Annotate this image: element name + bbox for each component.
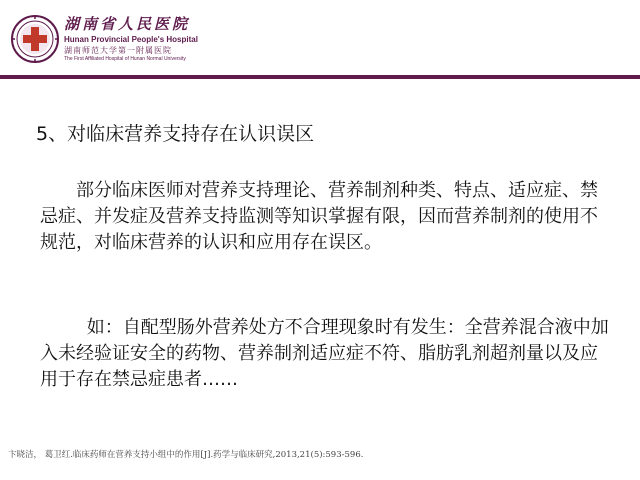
- affiliation-name-en: The First Affiliated Hospital of Hunan Normal University: [64, 56, 186, 62]
- reference-citation: 卞晓洁， 葛卫红.临床药师在营养支持小组中的作用[J].药学与临床研究,2013,21(5):593-596.: [8, 450, 364, 460]
- section-heading: 5、对临床营养支持存在认识误区: [36, 123, 315, 145]
- institution-name-cn: 湖南省人民医院: [64, 15, 191, 33]
- affiliation-name-cn: 湖南师范大学第一附属医院: [64, 46, 172, 55]
- institution-name-en: Hunan Provincial People's Hospital: [64, 35, 198, 44]
- slide-header: [0, 0, 640, 80]
- hospital-logo-icon: [10, 14, 60, 64]
- body-paragraph-1: 部分临床医师对营养支持理论、营养制剂种类、特点、适应症、禁忌症、并发症及营养支持监测等知识掌握有限，因而营养制剂的使用不规范，对临床营养的认识和应用存在误区。: [40, 180, 598, 253]
- body-paragraph-2: 如：自配型肠外营养处方不合理现象时有发生：全营养混合液中加入未经验证安全的药物、营养制剂适应症不符、脂肪乳剂超剂量以及应用于存在禁忌症患者……: [40, 317, 609, 390]
- header-divider: [0, 75, 640, 79]
